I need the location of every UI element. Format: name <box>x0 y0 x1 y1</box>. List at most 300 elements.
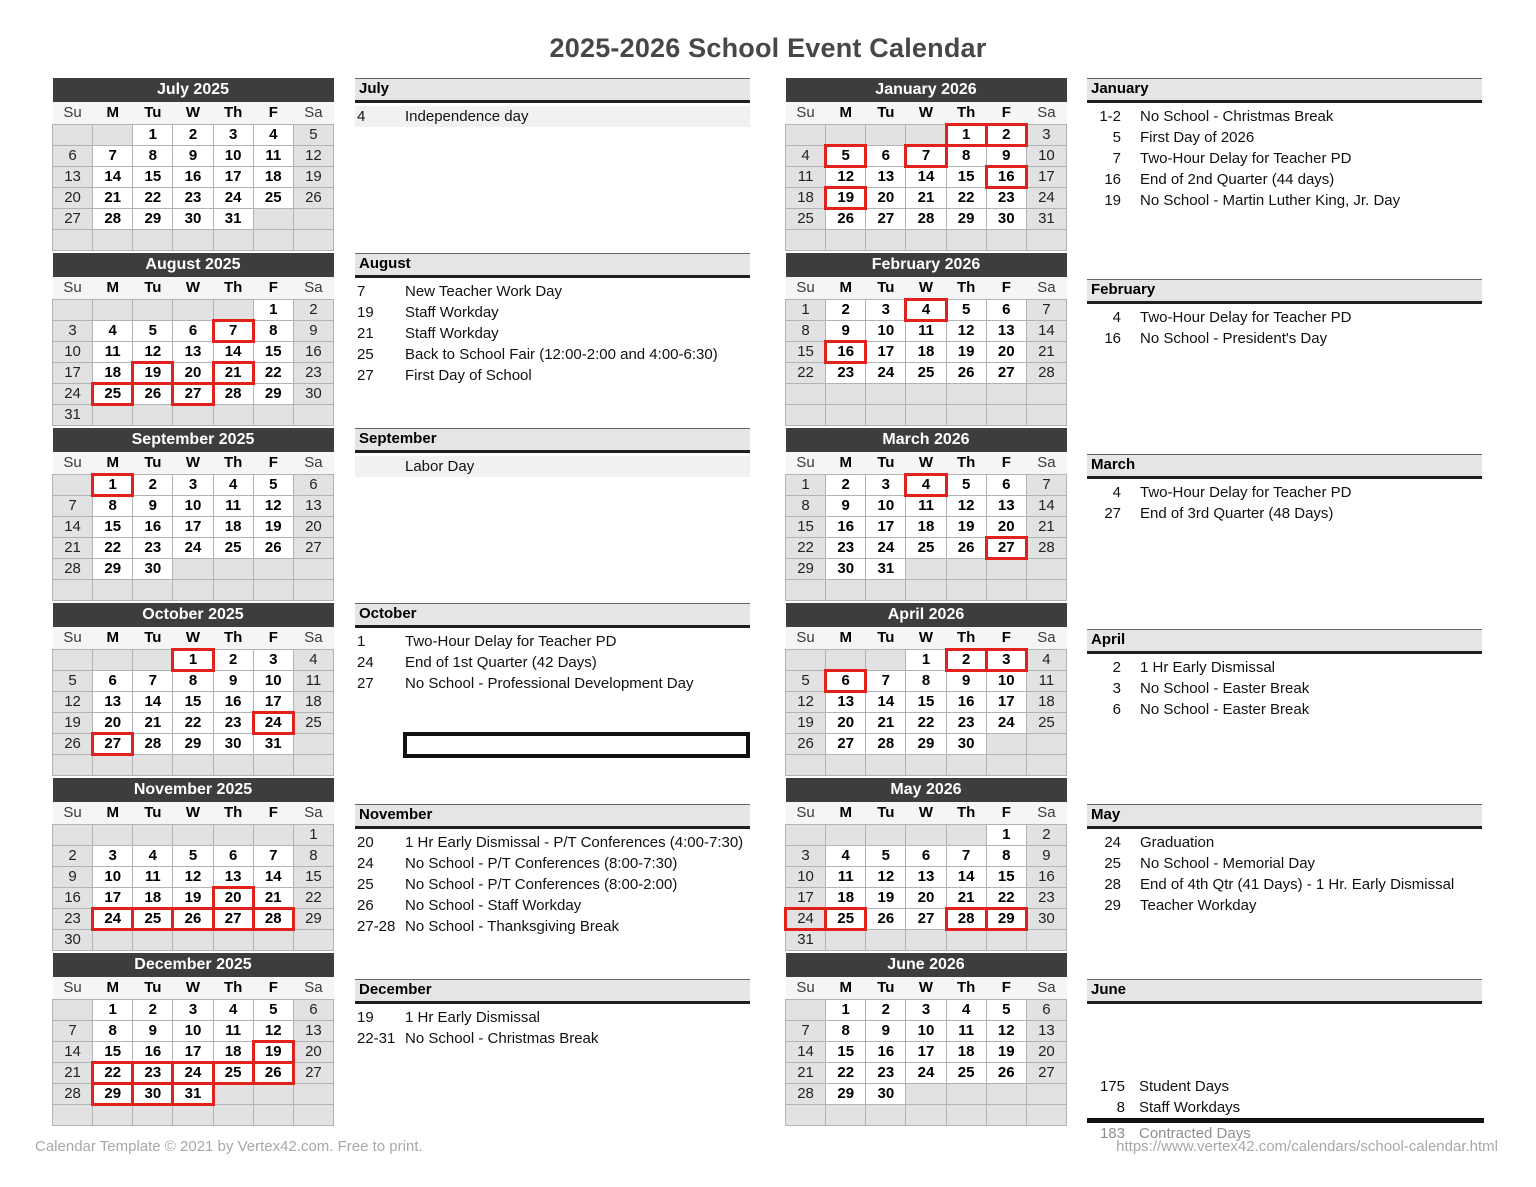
day-cell: 7 <box>1026 299 1066 320</box>
day-cell <box>1026 229 1066 250</box>
day-cell <box>253 1104 293 1125</box>
day-cell: 8 <box>133 145 173 166</box>
event-description: No School - Easter Break <box>1140 680 1310 697</box>
day-cell: 20 <box>173 362 213 383</box>
day-cell: 15 <box>906 691 946 712</box>
day-cell: 28 <box>866 733 906 754</box>
day-cell <box>786 649 826 670</box>
day-cell: 5 <box>253 474 293 495</box>
day-cell <box>986 383 1026 404</box>
day-cell: 18 <box>946 1041 986 1062</box>
day-cell: 10 <box>866 495 906 516</box>
day-cell <box>93 649 133 670</box>
day-cell: 8 <box>253 320 293 341</box>
day-of-week-header: M <box>826 627 866 649</box>
day-cell: 26 <box>826 208 866 229</box>
day-cell <box>133 229 173 250</box>
day-cell <box>213 754 253 775</box>
day-cell <box>906 1104 946 1125</box>
day-cell: 14 <box>53 1041 93 1062</box>
day-cell-highlighted: 25 <box>133 908 173 929</box>
event-date: 19 <box>1104 192 1121 209</box>
day-of-week-header: Tu <box>133 452 173 474</box>
day-cell <box>906 383 946 404</box>
event-description: Two-Hour Delay for Teacher PD <box>1140 484 1352 501</box>
day-cell: 2 <box>293 299 333 320</box>
event-date: 16 <box>1104 330 1121 347</box>
day-cell: 20 <box>1026 1041 1066 1062</box>
event-row <box>1087 106 1482 127</box>
day-cell: 11 <box>946 1020 986 1041</box>
event-list-header: October <box>355 603 750 628</box>
day-cell: 27 <box>293 537 333 558</box>
day-cell: 12 <box>986 1020 1026 1041</box>
day-cell <box>253 208 293 229</box>
day-cell <box>1026 1083 1066 1104</box>
month-calendar-september-2025 <box>52 428 334 601</box>
day-of-week-header: W <box>906 102 946 124</box>
day-of-week-header: Tu <box>133 277 173 299</box>
day-cell: 3 <box>173 999 213 1020</box>
event-description: Staff Workday <box>405 325 499 342</box>
event-row <box>355 916 750 937</box>
day-cell: 27 <box>986 362 1026 383</box>
day-cell <box>53 229 93 250</box>
day-cell: 3 <box>93 845 133 866</box>
event-description: Staff Workday <box>405 304 499 321</box>
event-list-april <box>1087 629 1482 720</box>
day-cell-highlighted: 19 <box>253 1041 293 1062</box>
day-cell-highlighted: 24 <box>173 1062 213 1083</box>
day-cell: 17 <box>173 1041 213 1062</box>
day-cell-highlighted: 24 <box>93 908 133 929</box>
day-cell <box>93 824 133 845</box>
day-of-week-header: W <box>906 802 946 824</box>
day-cell <box>946 383 986 404</box>
event-description: Two-Hour Delay for Teacher PD <box>405 633 617 650</box>
day-cell: 18 <box>826 887 866 908</box>
day-cell <box>906 124 946 145</box>
day-cell: 7 <box>133 670 173 691</box>
event-row <box>355 1028 750 1049</box>
day-cell: 30 <box>293 383 333 404</box>
day-cell: 3 <box>173 474 213 495</box>
day-cell: 3 <box>866 299 906 320</box>
day-of-week-header: Th <box>946 627 986 649</box>
day-cell: 18 <box>906 516 946 537</box>
event-list-header: September <box>355 428 750 453</box>
day-of-week-header: Th <box>946 102 986 124</box>
day-of-week-header: W <box>906 627 946 649</box>
day-of-week-header: Sa <box>293 277 333 299</box>
event-row <box>355 652 750 673</box>
day-cell: 26 <box>986 1062 1026 1083</box>
day-cell: 15 <box>173 691 213 712</box>
day-cell <box>1026 929 1066 950</box>
day-cell: 1 <box>986 824 1026 845</box>
day-cell <box>946 824 986 845</box>
day-cell: 14 <box>946 866 986 887</box>
day-cell: 14 <box>1026 320 1066 341</box>
day-of-week-header: Su <box>53 627 93 649</box>
event-row <box>1087 148 1482 169</box>
day-of-week-header: Sa <box>293 802 333 824</box>
day-cell: 7 <box>53 1020 93 1041</box>
day-cell: 18 <box>213 1041 253 1062</box>
day-cell: 9 <box>1026 845 1066 866</box>
day-cell: 17 <box>173 516 213 537</box>
event-row <box>355 1007 750 1028</box>
day-cell <box>786 383 826 404</box>
footer <box>35 1138 1498 1155</box>
day-of-week-header: Th <box>213 977 253 999</box>
month-calendar-january-2026 <box>785 78 1067 251</box>
day-of-week-header: Tu <box>866 452 906 474</box>
day-cell: 8 <box>93 1020 133 1041</box>
day-cell: 1 <box>906 649 946 670</box>
day-cell: 21 <box>786 1062 826 1083</box>
day-cell <box>133 579 173 600</box>
day-cell <box>946 579 986 600</box>
day-cell <box>253 824 293 845</box>
day-cell <box>133 1104 173 1125</box>
day-of-week-header: Th <box>946 452 986 474</box>
day-of-week-header: M <box>93 977 133 999</box>
day-cell <box>173 558 213 579</box>
day-cell: 29 <box>786 558 826 579</box>
day-cell: 7 <box>1026 474 1066 495</box>
day-cell <box>213 1083 253 1104</box>
day-cell <box>293 1104 333 1125</box>
day-cell: 29 <box>253 383 293 404</box>
day-cell: 28 <box>53 558 93 579</box>
day-cell: 8 <box>786 495 826 516</box>
event-description: No School - President's Day <box>1140 330 1328 347</box>
day-cell: 13 <box>866 166 906 187</box>
day-cell <box>786 579 826 600</box>
day-cell: 5 <box>786 670 826 691</box>
summary-label: Student Days <box>1139 1078 1230 1095</box>
day-cell <box>986 754 1026 775</box>
summary-row-staff-workdays <box>1087 1097 1484 1118</box>
day-of-week-header: F <box>986 452 1026 474</box>
day-cell: 3 <box>1026 124 1066 145</box>
day-of-week-header: F <box>986 627 1026 649</box>
month-title: September 2025 <box>53 428 334 452</box>
day-cell: 13 <box>53 166 93 187</box>
day-cell: 2 <box>826 474 866 495</box>
day-cell-highlighted: 21 <box>213 362 253 383</box>
day-cell: 22 <box>293 887 333 908</box>
day-cell: 10 <box>173 1020 213 1041</box>
day-cell-highlighted: 31 <box>173 1083 213 1104</box>
day-cell: 29 <box>946 208 986 229</box>
event-row <box>1087 169 1482 190</box>
day-cell: 7 <box>93 145 133 166</box>
day-cell: 18 <box>93 362 133 383</box>
day-cell: 6 <box>173 320 213 341</box>
day-cell: 24 <box>1026 187 1066 208</box>
day-cell: 21 <box>1026 516 1066 537</box>
day-cell: 18 <box>906 341 946 362</box>
day-cell: 14 <box>213 341 253 362</box>
day-cell <box>293 229 333 250</box>
day-of-week-header: M <box>93 452 133 474</box>
event-row <box>1087 895 1482 916</box>
event-row <box>1087 503 1482 524</box>
day-cell: 12 <box>946 495 986 516</box>
day-cell: 26 <box>946 362 986 383</box>
day-of-week-header: Tu <box>133 802 173 824</box>
day-cell: 19 <box>946 516 986 537</box>
day-cell: 1 <box>786 299 826 320</box>
month-title: August 2025 <box>53 253 334 277</box>
day-cell: 20 <box>53 187 93 208</box>
day-cell: 28 <box>1026 362 1066 383</box>
month-calendar-july-2025 <box>52 78 334 251</box>
day-cell: 15 <box>826 1041 866 1062</box>
event-date: 4 <box>1112 309 1121 326</box>
day-cell-highlighted: 25 <box>213 1062 253 1083</box>
event-date: 24 <box>357 654 374 671</box>
day-of-week-header: Su <box>786 802 826 824</box>
event-date: 4 <box>357 108 366 125</box>
day-cell: 11 <box>293 670 333 691</box>
day-cell <box>293 1083 333 1104</box>
day-of-week-header: Tu <box>866 627 906 649</box>
day-cell-highlighted: 24 <box>253 712 293 733</box>
day-cell <box>253 1083 293 1104</box>
day-cell <box>253 579 293 600</box>
month-title: April 2026 <box>786 603 1067 627</box>
day-cell: 6 <box>93 670 133 691</box>
day-of-week-header: Th <box>946 977 986 999</box>
day-cell <box>1026 383 1066 404</box>
event-description: No School - Easter Break <box>1140 701 1310 718</box>
day-of-week-header: M <box>826 102 866 124</box>
day-cell: 6 <box>1026 999 1066 1020</box>
month-calendar-february-2026 <box>785 253 1067 426</box>
day-cell: 25 <box>906 537 946 558</box>
day-cell: 9 <box>826 495 866 516</box>
event-date: 29 <box>1104 897 1121 914</box>
event-date: 1 <box>357 633 366 650</box>
days-summary <box>1087 1076 1484 1144</box>
day-cell: 16 <box>133 1041 173 1062</box>
day-cell: 9 <box>986 145 1026 166</box>
event-description: No School - Christmas Break <box>405 1030 599 1047</box>
day-cell: 18 <box>253 166 293 187</box>
summary-label: Contracted Days <box>1139 1125 1251 1142</box>
day-cell: 5 <box>173 845 213 866</box>
day-of-week-header: Su <box>786 277 826 299</box>
event-row <box>1087 307 1482 328</box>
day-cell <box>826 929 866 950</box>
footer-url[interactable]: https://www.vertex42.com/calendars/school-calendar.html <box>1116 1138 1498 1155</box>
day-cell: 2 <box>53 845 93 866</box>
month-title: May 2026 <box>786 778 1067 802</box>
day-cell: 21 <box>906 187 946 208</box>
day-cell-highlighted: 24 <box>786 908 826 929</box>
day-cell: 3 <box>866 474 906 495</box>
event-list-july <box>355 78 750 127</box>
day-cell: 16 <box>946 691 986 712</box>
day-cell: 30 <box>986 208 1026 229</box>
day-cell: 11 <box>1026 670 1066 691</box>
event-row <box>1087 328 1482 349</box>
day-cell <box>293 733 333 754</box>
day-cell <box>826 579 866 600</box>
day-cell: 20 <box>293 516 333 537</box>
event-description: No School - P/T Conferences (8:00-7:30) <box>405 855 678 872</box>
day-of-week-header: M <box>93 102 133 124</box>
day-cell: 15 <box>253 341 293 362</box>
day-cell: 22 <box>786 362 826 383</box>
day-cell: 21 <box>866 712 906 733</box>
day-cell: 4 <box>93 320 133 341</box>
day-cell: 28 <box>786 1083 826 1104</box>
day-of-week-header: M <box>93 627 133 649</box>
day-cell: 19 <box>293 166 333 187</box>
day-cell: 11 <box>906 495 946 516</box>
day-cell: 23 <box>866 1062 906 1083</box>
day-cell: 7 <box>946 845 986 866</box>
day-cell: 17 <box>253 691 293 712</box>
day-of-week-header: M <box>93 277 133 299</box>
day-cell <box>93 124 133 145</box>
day-cell: 22 <box>253 362 293 383</box>
day-cell <box>906 579 946 600</box>
day-cell <box>946 1083 986 1104</box>
day-cell <box>93 754 133 775</box>
day-cell: 14 <box>1026 495 1066 516</box>
event-date: 28 <box>1104 876 1121 893</box>
day-cell <box>173 299 213 320</box>
month-title: November 2025 <box>53 778 334 802</box>
day-cell: 19 <box>786 712 826 733</box>
day-of-week-header: Th <box>946 277 986 299</box>
event-description: First Day of School <box>405 367 532 384</box>
day-cell <box>946 929 986 950</box>
day-cell: 29 <box>173 733 213 754</box>
month-title: June 2026 <box>786 953 1067 977</box>
event-date: 7 <box>357 283 366 300</box>
day-of-week-header: Tu <box>133 977 173 999</box>
day-cell <box>133 929 173 950</box>
day-cell <box>173 579 213 600</box>
day-cell <box>293 404 333 425</box>
day-cell: 19 <box>253 516 293 537</box>
day-cell: 19 <box>173 887 213 908</box>
day-cell <box>826 383 866 404</box>
day-of-week-header: W <box>906 452 946 474</box>
day-of-week-header: Su <box>786 102 826 124</box>
day-cell: 17 <box>866 341 906 362</box>
day-cell: 12 <box>786 691 826 712</box>
day-cell-highlighted: 6 <box>826 670 866 691</box>
day-cell <box>213 229 253 250</box>
day-cell <box>53 999 93 1020</box>
day-cell: 9 <box>173 145 213 166</box>
event-date: 27 <box>1104 505 1121 522</box>
day-cell <box>986 229 1026 250</box>
day-cell: 22 <box>93 537 133 558</box>
day-cell: 11 <box>826 866 866 887</box>
day-cell: 7 <box>866 670 906 691</box>
day-cell: 1 <box>253 299 293 320</box>
day-cell-highlighted: 27 <box>173 383 213 404</box>
day-cell-highlighted: 16 <box>826 341 866 362</box>
day-cell: 11 <box>906 320 946 341</box>
day-cell: 10 <box>786 866 826 887</box>
day-cell <box>1026 404 1066 425</box>
day-cell: 17 <box>866 516 906 537</box>
day-of-week-header: F <box>986 277 1026 299</box>
day-of-week-header: Su <box>53 977 93 999</box>
event-description: End of 2nd Quarter (44 days) <box>1140 171 1335 188</box>
day-cell <box>946 229 986 250</box>
day-cell: 5 <box>133 320 173 341</box>
day-cell: 13 <box>213 866 253 887</box>
day-of-week-header: M <box>93 802 133 824</box>
day-cell-highlighted: 27 <box>986 537 1026 558</box>
day-cell: 29 <box>826 1083 866 1104</box>
day-cell: 14 <box>253 866 293 887</box>
day-cell <box>986 1083 1026 1104</box>
day-cell: 11 <box>213 495 253 516</box>
day-cell: 24 <box>986 712 1026 733</box>
empty-legend-box <box>403 732 750 758</box>
day-cell <box>133 824 173 845</box>
day-cell: 25 <box>1026 712 1066 733</box>
day-cell: 23 <box>826 362 866 383</box>
day-of-week-header: Sa <box>1026 802 1066 824</box>
day-cell <box>866 824 906 845</box>
day-cell <box>213 1104 253 1125</box>
day-cell: 2 <box>1026 824 1066 845</box>
day-cell: 7 <box>53 495 93 516</box>
event-list-header: June <box>1087 979 1482 1004</box>
day-cell: 16 <box>293 341 333 362</box>
day-cell: 5 <box>946 299 986 320</box>
day-cell: 27 <box>866 208 906 229</box>
day-cell-highlighted: 22 <box>93 1062 133 1083</box>
day-cell: 5 <box>986 999 1026 1020</box>
day-cell <box>906 229 946 250</box>
event-list-february <box>1087 279 1482 349</box>
day-cell: 30 <box>946 733 986 754</box>
event-date: 19 <box>357 1009 374 1026</box>
day-cell <box>293 558 333 579</box>
day-cell <box>986 733 1026 754</box>
day-cell <box>253 929 293 950</box>
day-cell: 16 <box>866 1041 906 1062</box>
day-of-week-header: Tu <box>866 802 906 824</box>
event-list-may <box>1087 804 1482 916</box>
event-date <box>355 456 405 477</box>
day-cell <box>866 754 906 775</box>
event-date: 25 <box>1104 855 1121 872</box>
event-list-header: December <box>355 979 750 1004</box>
day-cell: 12 <box>173 866 213 887</box>
day-of-week-header: Th <box>213 627 253 649</box>
day-cell: 31 <box>213 208 253 229</box>
day-cell <box>826 824 866 845</box>
day-cell: 12 <box>253 1020 293 1041</box>
day-cell: 4 <box>826 845 866 866</box>
day-cell: 3 <box>906 999 946 1020</box>
day-of-week-header: Su <box>53 277 93 299</box>
